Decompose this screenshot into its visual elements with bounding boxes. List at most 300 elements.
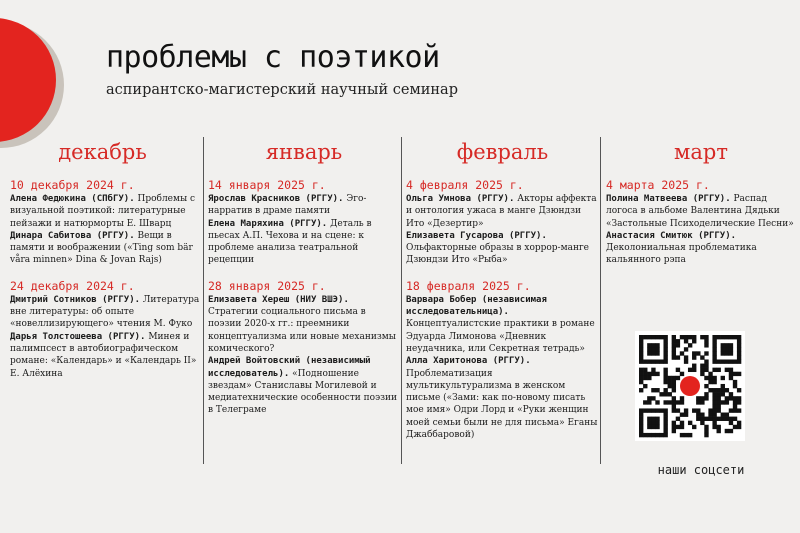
event-date: 14 января 2025 г. xyxy=(208,178,326,192)
qr-module xyxy=(729,408,733,412)
qr-module xyxy=(684,355,688,359)
qr-module xyxy=(663,425,667,429)
talk xyxy=(606,230,796,267)
qr-module xyxy=(712,417,716,421)
qr-module xyxy=(704,376,708,380)
qr-module xyxy=(680,413,684,417)
qr-module xyxy=(651,343,655,347)
talk-speaker: Дарья Толстошеева (РГГУ). xyxy=(10,331,146,342)
qr-module xyxy=(663,347,667,351)
event-date: 28 января 2025 г. xyxy=(208,278,326,293)
qr-module xyxy=(708,408,712,412)
qr-module xyxy=(647,372,651,376)
qr-module xyxy=(639,339,643,343)
qr-module xyxy=(737,335,741,339)
talk-speaker: Елизавета Гусарова (РГГУ). xyxy=(406,230,547,241)
qr-module xyxy=(704,417,708,421)
qr-caption: наши соцсети xyxy=(657,463,745,477)
qr-module xyxy=(721,343,725,347)
qr-module xyxy=(737,388,741,392)
qr-module xyxy=(696,413,700,417)
qr-module xyxy=(700,417,704,421)
qr-module xyxy=(663,368,667,372)
qr-module xyxy=(712,380,716,384)
qr-module xyxy=(712,396,716,400)
qr-module xyxy=(696,396,700,400)
qr-module xyxy=(721,413,725,417)
qr-module xyxy=(729,392,733,396)
qr-module xyxy=(659,433,663,437)
seminar-event xyxy=(406,178,599,267)
qr-module xyxy=(712,351,716,355)
qr-code[interactable] xyxy=(635,331,745,441)
qr-module xyxy=(647,425,651,429)
qr-module xyxy=(647,433,651,437)
qr-module xyxy=(708,380,712,384)
qr-module xyxy=(737,347,741,351)
qr-module xyxy=(647,376,651,380)
qr-module xyxy=(712,388,716,392)
qr-module xyxy=(672,421,676,425)
qr-module xyxy=(725,413,729,417)
qr-module xyxy=(655,433,659,437)
qr-module xyxy=(692,364,696,368)
qr-module xyxy=(663,351,667,355)
talk-title: Эго-нарратив в драме памяти xyxy=(208,194,367,217)
talk-title: Распад логоса в альбоме Валентина Дядьки «Застольные Психоделические Песни» xyxy=(606,194,794,229)
seminar-event xyxy=(10,279,203,380)
qr-module xyxy=(717,335,721,339)
talk xyxy=(10,331,203,380)
qr-module xyxy=(733,400,737,404)
qr-module xyxy=(704,396,708,400)
qr-module xyxy=(676,355,680,359)
talk-title: «Подношение звездам» Станиславы Могилевой и медиатехнические особенности поэзии в Телеграме xyxy=(208,368,398,416)
qr-module xyxy=(729,417,733,421)
qr-module xyxy=(712,408,716,412)
talk-title: Литература вне литературы: об опыте «новеллизирующего» чтения М. Фуко xyxy=(10,294,200,330)
talk xyxy=(208,193,400,218)
qr-module xyxy=(639,429,643,433)
qr-module xyxy=(737,400,741,404)
event-date: 4 февраля 2025 г. xyxy=(406,178,524,192)
qr-module xyxy=(700,355,704,359)
qr-module xyxy=(651,425,655,429)
qr-module xyxy=(688,421,692,425)
qr-module xyxy=(712,339,716,343)
seminar-event xyxy=(606,178,796,267)
qr-module xyxy=(639,388,643,392)
qr-module xyxy=(725,351,729,355)
qr-module xyxy=(733,380,737,384)
qr-module xyxy=(737,355,741,359)
qr-module xyxy=(717,396,721,400)
qr-module xyxy=(712,368,716,372)
month-heading: март xyxy=(674,140,728,164)
qr-module xyxy=(651,335,655,339)
qr-module xyxy=(663,400,667,404)
qr-module xyxy=(655,351,659,355)
qr-module xyxy=(725,396,729,400)
qr-module xyxy=(672,429,676,433)
seminar-event xyxy=(208,279,400,417)
qr-module xyxy=(663,376,667,380)
talk-title: Минея и палимпсест в автобиографическом романе: «Календарь» и «Календарь II» Е. Алёхина xyxy=(10,331,197,379)
qr-module xyxy=(721,392,725,396)
qr-module xyxy=(659,359,663,363)
qr-module xyxy=(651,372,655,376)
event-date: 4 марта 2025 г. xyxy=(606,178,710,192)
qr-module xyxy=(676,339,680,343)
page-subtitle: аспирантско-магистерский научный семинар xyxy=(106,82,458,98)
qr-module xyxy=(651,421,655,425)
qr-module xyxy=(655,343,659,347)
qr-module xyxy=(651,417,655,421)
qr-module xyxy=(672,425,676,429)
qr-module xyxy=(733,335,737,339)
qr-module xyxy=(712,355,716,359)
qr-module xyxy=(663,359,667,363)
qr-module xyxy=(712,359,716,363)
qr-module xyxy=(655,347,659,351)
qr-module xyxy=(655,421,659,425)
talk-speaker: Дмитрий Сотников (РГГУ). xyxy=(10,294,141,305)
qr-module xyxy=(717,400,721,404)
month-column-december xyxy=(10,138,203,392)
qr-module xyxy=(717,392,721,396)
qr-module xyxy=(672,355,676,359)
seminar-event xyxy=(10,178,203,267)
qr-module xyxy=(680,425,684,429)
qr-module xyxy=(696,351,700,355)
talk xyxy=(10,294,203,331)
qr-module xyxy=(737,408,741,412)
qr-module xyxy=(729,335,733,339)
qr-module xyxy=(672,384,676,388)
qr-module xyxy=(696,400,700,404)
talk xyxy=(10,230,203,267)
qr-module xyxy=(663,343,667,347)
qr-module xyxy=(663,408,667,412)
qr-module xyxy=(725,400,729,404)
qr-module xyxy=(737,343,741,347)
qr-module xyxy=(655,359,659,363)
talk xyxy=(406,230,599,267)
qr-module xyxy=(729,368,733,372)
qr-module xyxy=(721,359,725,363)
qr-module xyxy=(737,351,741,355)
qr-module xyxy=(729,421,733,425)
qr-module xyxy=(717,417,721,421)
qr-module xyxy=(733,359,737,363)
event-date: 10 декабря 2024 г. xyxy=(10,178,135,192)
qr-module xyxy=(737,339,741,343)
talk-title: Деталь в пьесах А.П. Чехова и на сцене: к проблеме анализа театральной рецепции xyxy=(208,218,372,266)
qr-module xyxy=(655,417,659,421)
qr-module xyxy=(672,404,676,408)
qr-module xyxy=(647,343,651,347)
qr-module xyxy=(672,400,676,404)
qr-module xyxy=(704,392,708,396)
qr-module xyxy=(663,421,667,425)
qr-module xyxy=(643,400,647,404)
qr-module xyxy=(721,400,725,404)
qr-module xyxy=(700,413,704,417)
qr-module xyxy=(663,433,667,437)
qr-module xyxy=(725,343,729,347)
qr-module xyxy=(639,351,643,355)
qr-module xyxy=(704,433,708,437)
qr-module xyxy=(692,335,696,339)
qr-module xyxy=(639,380,643,384)
month-heading: февраль xyxy=(456,140,549,164)
qr-module xyxy=(676,417,680,421)
qr-module xyxy=(737,396,741,400)
qr-module xyxy=(717,388,721,392)
talk-speaker: Алла Харитонова (РГГУ). xyxy=(406,356,531,367)
qr-module xyxy=(704,384,708,388)
qr-module xyxy=(704,351,708,355)
qr-module xyxy=(721,417,725,421)
qr-module xyxy=(659,335,663,339)
qr-module xyxy=(643,359,647,363)
qr-module xyxy=(639,408,643,412)
qr-module xyxy=(712,335,716,339)
qr-module xyxy=(712,376,716,380)
qr-module xyxy=(692,368,696,372)
qr-module xyxy=(643,433,647,437)
qr-module xyxy=(663,339,667,343)
qr-module xyxy=(647,335,651,339)
qr-module xyxy=(668,392,672,396)
qr-module xyxy=(692,408,696,412)
qr-module xyxy=(733,396,737,400)
qr-module xyxy=(692,351,696,355)
qr-module xyxy=(672,351,676,355)
qr-module xyxy=(672,380,676,384)
talk xyxy=(208,294,400,355)
qr-module xyxy=(704,359,708,363)
qr-module xyxy=(672,396,676,400)
qr-module xyxy=(729,347,733,351)
talk-speaker: Елена Маряхина (РГГУ). xyxy=(208,218,328,229)
qr-module xyxy=(725,368,729,372)
qr-module xyxy=(672,339,676,343)
qr-module xyxy=(651,396,655,400)
talk xyxy=(208,355,400,416)
qr-module xyxy=(717,359,721,363)
qr-module xyxy=(676,408,680,412)
qr-module xyxy=(647,421,651,425)
qr-module xyxy=(647,359,651,363)
qr-module xyxy=(672,388,676,392)
qr-module xyxy=(708,372,712,376)
qr-module xyxy=(708,413,712,417)
qr-module xyxy=(700,400,704,404)
qr-module xyxy=(639,376,643,380)
qr-module xyxy=(704,343,708,347)
qr-module xyxy=(733,417,737,421)
column-divider xyxy=(600,137,601,464)
qr-module xyxy=(684,359,688,363)
seminar-event xyxy=(406,279,599,442)
talk-speaker: Елизавета Хереш (НИУ ВШЭ). xyxy=(208,294,349,305)
qr-module xyxy=(708,388,712,392)
qr-module xyxy=(692,355,696,359)
talk-title: Концептуалистские практики в романе Эдуарда Лимонова «Дневник неудачника, или Секретная тетрадь» xyxy=(406,319,595,354)
qr-module xyxy=(672,408,676,412)
qr-module xyxy=(700,368,704,372)
talk-speaker: Андрей Войтовский (независимый исследователь). xyxy=(208,356,371,379)
qr-module xyxy=(717,368,721,372)
qr-module xyxy=(676,400,680,404)
qr-module xyxy=(668,380,672,384)
qr-module xyxy=(725,417,729,421)
talk xyxy=(606,193,796,230)
qr-module xyxy=(668,376,672,380)
qr-module xyxy=(721,351,725,355)
qr-module xyxy=(733,372,737,376)
qr-module xyxy=(680,351,684,355)
talk-speaker: Ольга Умнова (РГГУ). xyxy=(406,194,515,204)
qr-module xyxy=(725,335,729,339)
talk-speaker: Динара Сабитова (РГГУ). xyxy=(10,230,135,241)
qr-module xyxy=(729,372,733,376)
qr-module xyxy=(729,351,733,355)
column-divider xyxy=(401,137,402,464)
qr-module xyxy=(655,408,659,412)
qr-module xyxy=(639,417,643,421)
qr-module xyxy=(655,425,659,429)
qr-module xyxy=(647,347,651,351)
qr-module xyxy=(651,351,655,355)
qr-module xyxy=(725,429,729,433)
qr-module xyxy=(647,351,651,355)
qr-module xyxy=(655,400,659,404)
qr-module xyxy=(688,335,692,339)
qr-module xyxy=(704,429,708,433)
qr-module xyxy=(651,388,655,392)
month-column-february xyxy=(406,138,599,453)
qr-module xyxy=(680,400,684,404)
qr-module xyxy=(651,359,655,363)
talk xyxy=(10,193,203,230)
qr-module xyxy=(659,392,663,396)
month-heading: декабрь xyxy=(58,140,147,164)
qr-module xyxy=(680,372,684,376)
qr-module xyxy=(663,335,667,339)
qr-module xyxy=(708,376,712,380)
talk-title: Вещи в памяти и воображении («Ting som bär våra minnen» Dina & Jovan Rajs) xyxy=(10,230,193,266)
qr-module xyxy=(725,359,729,363)
qr-module xyxy=(643,384,647,388)
qr-module xyxy=(684,433,688,437)
qr-module xyxy=(668,384,672,388)
qr-module xyxy=(700,335,704,339)
qr-module xyxy=(688,368,692,372)
qr-module xyxy=(725,347,729,351)
month-heading: январь xyxy=(265,140,343,164)
qr-module xyxy=(668,400,672,404)
qr-module xyxy=(672,335,676,339)
qr-module xyxy=(647,400,651,404)
talk xyxy=(208,218,400,267)
qr-module xyxy=(712,400,716,404)
qr-module xyxy=(676,376,680,380)
qr-module xyxy=(663,413,667,417)
qr-module xyxy=(663,429,667,433)
qr-module xyxy=(717,404,721,408)
qr-module xyxy=(643,372,647,376)
qr-module xyxy=(672,347,676,351)
qr-module xyxy=(663,392,667,396)
qr-module xyxy=(680,433,684,437)
qr-module xyxy=(647,417,651,421)
qr-module xyxy=(704,339,708,343)
talk-title: Проблемы с визуальной поэтикой: литературные пейзажи и натюрморты Е. Шварц xyxy=(10,194,196,229)
qr-module xyxy=(717,408,721,412)
qr-module xyxy=(708,417,712,421)
qr-module xyxy=(639,359,643,363)
qr-module xyxy=(684,339,688,343)
qr-module xyxy=(712,347,716,351)
page-title: проблемы с поэтикой xyxy=(106,40,440,75)
qr-module xyxy=(733,408,737,412)
qr-module xyxy=(717,425,721,429)
qr-module xyxy=(651,433,655,437)
qr-module xyxy=(733,425,737,429)
qr-module xyxy=(712,343,716,347)
qr-module xyxy=(639,347,643,351)
event-date: 24 декабря 2024 г. xyxy=(10,278,135,293)
qr-module xyxy=(651,368,655,372)
qr-module xyxy=(647,396,651,400)
qr-module xyxy=(721,376,725,380)
qr-module xyxy=(680,421,684,425)
qr-module xyxy=(639,368,643,372)
qr-module xyxy=(721,388,725,392)
qr-module xyxy=(663,417,667,421)
talk-title: Деколониальная проблематика кальянного рэпа xyxy=(606,243,757,266)
talk-speaker: Ярослав Красников (РГГУ). xyxy=(208,194,344,204)
qr-module xyxy=(663,372,667,376)
qr-module xyxy=(639,372,643,376)
qr-module xyxy=(729,396,733,400)
qr-module xyxy=(729,376,733,380)
qr-module xyxy=(712,404,716,408)
qr-module xyxy=(684,408,688,412)
qr-module xyxy=(704,368,708,372)
month-column-march xyxy=(606,138,796,279)
talk-speaker: Анастасия Смитюк (РГГУ). xyxy=(606,230,737,241)
talk xyxy=(406,193,599,230)
qr-module xyxy=(721,347,725,351)
qr-module xyxy=(684,347,688,351)
qr-module xyxy=(725,388,729,392)
qr-module xyxy=(704,425,708,429)
qr-module xyxy=(684,335,688,339)
talk-speaker: Полина Матвеева (РГГУ). xyxy=(606,194,731,204)
qr-module xyxy=(663,355,667,359)
qr-module xyxy=(700,396,704,400)
talk xyxy=(406,294,599,355)
qr-module xyxy=(700,364,704,368)
qr-module xyxy=(721,384,725,388)
qr-module xyxy=(704,364,708,368)
qr-module xyxy=(672,376,676,380)
qr-module xyxy=(643,408,647,412)
qr-module xyxy=(655,388,659,392)
